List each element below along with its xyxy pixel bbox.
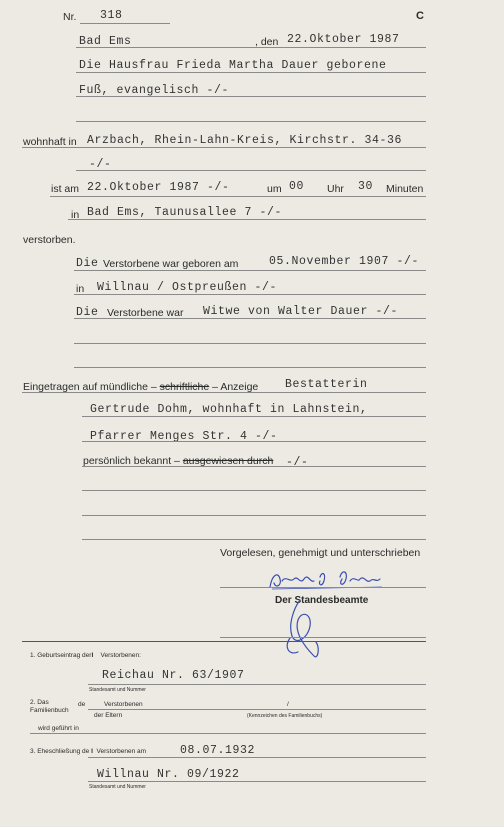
birth-prefix: Die (76, 257, 99, 270)
line-18 (82, 490, 426, 491)
footer-item3-label-b: Verstorbenen am (96, 748, 147, 755)
footer-item2-de: de (78, 701, 86, 708)
registration-label-struck: schriftliche (159, 381, 210, 393)
footer-item2-verst: Verstorbenen (104, 701, 143, 708)
death-place-label: in (71, 209, 80, 221)
informant-1: Bestatterin (285, 378, 368, 391)
marriage-entry-value: Willnau Nr. 09/1922 (97, 768, 240, 781)
line-2 (76, 72, 426, 73)
line-5 (22, 147, 426, 148)
died-on-label: ist am (51, 183, 80, 195)
line-19 (82, 515, 426, 516)
line-8 (68, 219, 426, 220)
verstorben-label: verstorben. (23, 234, 76, 246)
line-7 (50, 196, 426, 197)
registration-label-b: – Anzeige (212, 381, 259, 393)
place-of-death: Bad Ems, Taunusallee 7 -/- (87, 206, 283, 219)
line-11 (74, 318, 426, 319)
footer-item2-wird: wird geführt in (38, 725, 79, 732)
footer-item1-label (30, 652, 141, 659)
record-number: 318 (100, 9, 123, 22)
minuten-label: Minuten (386, 183, 424, 195)
birth-date: 05.November 1907 -/- (269, 255, 420, 268)
marital-status: Witwe von Walter Dauer -/- (203, 305, 399, 318)
informant-3: Pfarrer Menges Str. 4 -/- (90, 430, 278, 443)
line-10 (74, 294, 426, 295)
footer-item1-x: I (91, 652, 94, 659)
signature-statement: Vorgelesen, genehmigt und unterschrieben (220, 547, 421, 559)
line-6 (76, 170, 426, 171)
line-20 (82, 539, 426, 540)
birth-place-label: in (76, 283, 85, 295)
footer-item3-label-a: 3. Eheschließung de (30, 748, 90, 755)
birth-entry-value: Reichau Nr. 63/1907 (102, 669, 245, 682)
line-13 (74, 367, 426, 368)
footer-item2-kennz: (Kennzeichen des Familienbuchs) (247, 713, 323, 719)
hour-of-death: 00 (289, 180, 305, 193)
line-23 (88, 684, 426, 685)
informant-2: Gertrude Dohm, wohnhaft in Lahnstein, (90, 403, 368, 416)
date-of-death: 22.Oktober 1987 -/- (87, 181, 230, 194)
footer-item3-label (30, 748, 146, 755)
line-15 (82, 416, 426, 417)
line-22 (220, 637, 426, 638)
footer-item2-num: 2. Das (30, 699, 49, 706)
place-of-record: Bad Ems (79, 35, 132, 48)
footer-item2-eltern: der Eltern (94, 712, 123, 719)
decedent-line-1: Die Hausfrau Frieda Martha Dauer geborene (79, 59, 387, 72)
number-label: Nr. (63, 11, 77, 23)
minute-of-death: 30 (358, 180, 374, 193)
um-label: um (267, 183, 282, 195)
marriage-date: 08.07.1932 (180, 744, 256, 757)
residence-label: wohnhaft in (23, 136, 77, 148)
known-label-a: persönlich bekannt – (83, 455, 180, 467)
record-date: 22.Oktober 1987 (287, 33, 400, 46)
number-underline (80, 23, 170, 24)
line-17 (82, 466, 426, 467)
footer-item3-x: I (91, 748, 93, 755)
line-24 (88, 709, 426, 710)
line-14 (22, 392, 426, 393)
footer-item1-sub: Standesamt und Nummer (89, 687, 146, 693)
footer-separator (22, 641, 426, 642)
line-21 (220, 587, 426, 588)
footer-item2-slash: / (287, 701, 289, 708)
decedent-line-2: Fuß, evangelisch -/- (79, 84, 230, 97)
line-4 (76, 121, 426, 122)
known-value: -/- (286, 456, 309, 469)
line-1 (76, 47, 426, 48)
line-16 (82, 441, 426, 442)
registrar-label: Der Standesbeamte (275, 595, 369, 606)
registrar-signature (280, 598, 330, 666)
footer-item1-label-a: 1. Geburtseintrag der (30, 652, 92, 659)
line-25 (30, 733, 426, 734)
birth-place: Willnau / Ostpreußen -/- (97, 281, 278, 294)
uhr-label: Uhr (327, 183, 344, 195)
birth-label: Verstorbene war geboren am (103, 258, 239, 270)
status-prefix: Die (76, 306, 99, 319)
footer-item1-label-b: Verstorbenen: (100, 652, 141, 659)
footer-item3-sub: Standesamt und Nummer (89, 784, 146, 790)
registration-label-a: Eingetragen auf mündliche – (23, 381, 157, 393)
informant-signature (262, 565, 392, 595)
line-12 (74, 343, 426, 344)
date-prefix: , den (255, 36, 279, 48)
line-27 (88, 781, 426, 782)
corner-letter: C (416, 10, 424, 22)
residence-value: Arzbach, Rhein-Lahn-Kreis, Kirchstr. 34-36 (87, 134, 403, 147)
footer-item2-sub: Familienbuch (30, 707, 69, 714)
line-3 (76, 96, 426, 97)
status-label: Verstorbene war (107, 307, 184, 319)
line-9 (74, 270, 426, 271)
residence-continuation: -/- (89, 158, 112, 171)
line-26 (88, 757, 426, 758)
known-label-struck: ausgewiesen durch (182, 455, 274, 467)
